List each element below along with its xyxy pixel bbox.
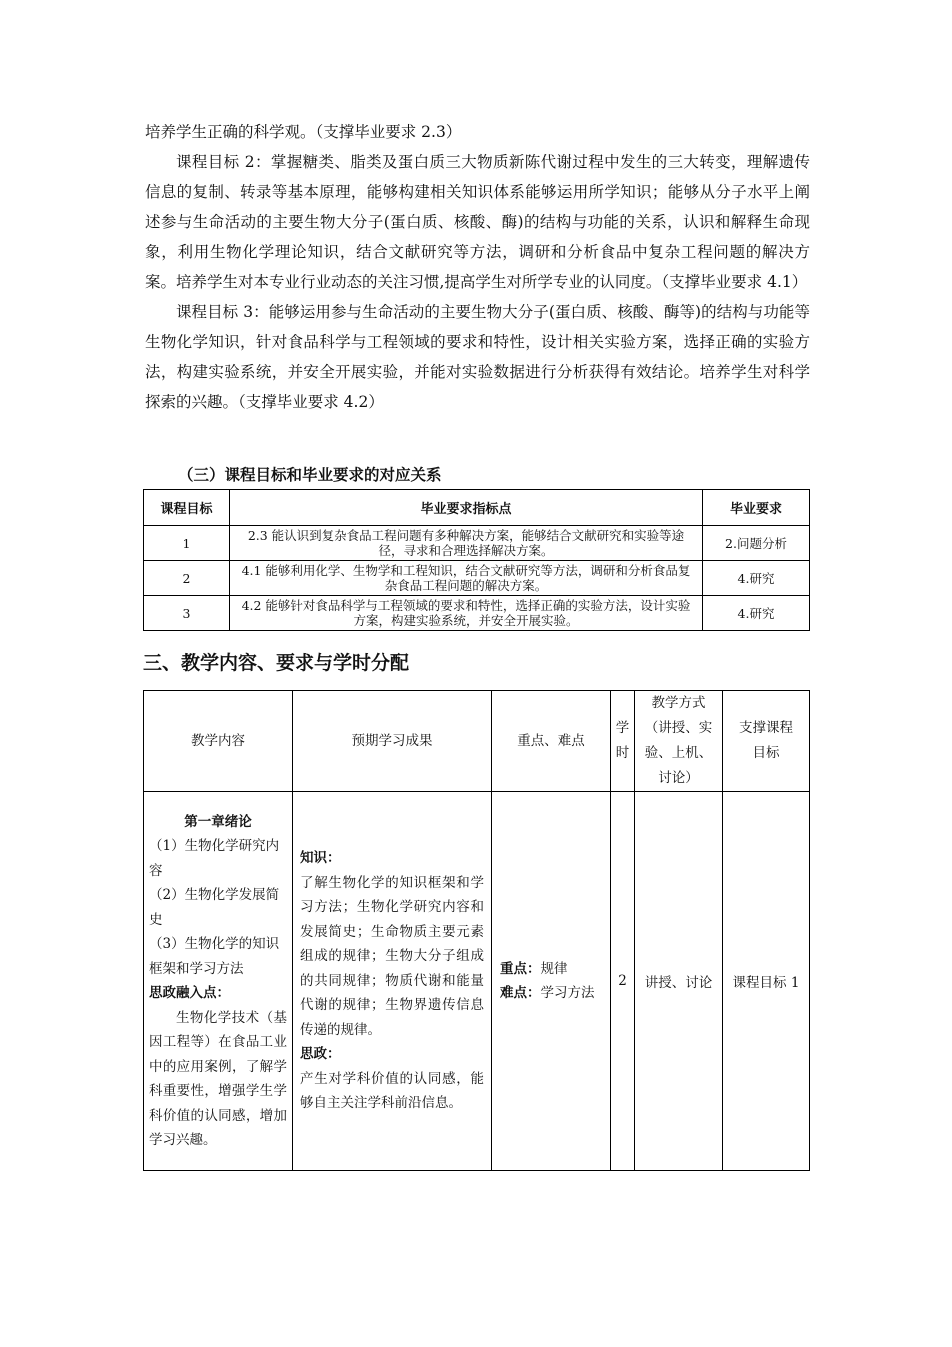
header-outcome: 预期学习成果 [293, 691, 492, 792]
header-goal: 课程目标 [144, 490, 230, 526]
table-row [144, 596, 810, 631]
method-cell: 讲授、讨论 [635, 792, 723, 1171]
requirement-cell: 2.问题分析 [703, 526, 810, 561]
difficult-point [500, 981, 602, 1005]
table-header-row [144, 691, 810, 792]
ideology-label: 思政融入点： [149, 985, 230, 1001]
requirement-cell: 4.研究 [703, 596, 810, 631]
indicator-cell: 2.3 能认识到复杂食品工程问题有多种解决方案，能够结合文献研究和实验等途径，寻求和合理选择解决方案。 [230, 526, 703, 561]
header-indicator: 毕业要求指标点 [230, 490, 703, 526]
header-requirement: 毕业要求 [703, 490, 810, 526]
outcome-cell [293, 792, 492, 1171]
requirement-cell: 4.研究 [703, 561, 810, 596]
subsection-heading: （三）课程目标和毕业要求的对应关系 [178, 466, 442, 484]
header-keypoints: 重点、难点 [492, 691, 611, 792]
ideo-text: 产生对学科价值的认同感，能够自主关注学科前沿信息。 [300, 1070, 484, 1112]
teaching-content-table [143, 690, 810, 1171]
table-row [144, 561, 810, 596]
ideo-label: 思政： [300, 1046, 341, 1063]
table-row [144, 792, 810, 1171]
goal-requirement-table [143, 489, 810, 631]
difficult-label: 难点： [500, 985, 541, 1001]
goal-cell: 2 [144, 561, 230, 596]
keypoints-cell [492, 792, 611, 1171]
header-method: 教学方式（讲授、实验、上机、讨论） [635, 691, 723, 792]
indicator-cell: 4.2 能够针对食品科学与工程领域的要求和特性，选择正确的实验方法，设计实验方案，构建实验系统，并安全开展实验。 [230, 596, 703, 631]
key-label: 重点： [500, 961, 541, 977]
knowledge-label: 知识： [300, 850, 341, 867]
hours-cell: 2 [611, 792, 635, 1171]
body-text [145, 117, 810, 417]
ideology-text: 生物化学技术（基因工程等）在食品工业中的应用案例，了解学科重要性，增强学生学科价值的认同感，增加学习兴趣。 [149, 1009, 287, 1148]
section-title: 三、教学内容、要求与学时分配 [143, 652, 410, 674]
paragraph-goal1-end: 培养学生正确的科学观。（支撑毕业要求 2.3） [145, 123, 462, 141]
chapter-title: 第一章绪论 [184, 813, 252, 830]
table-row [144, 526, 810, 561]
goal-cell: 1 [144, 526, 230, 561]
key-text: 规律 [540, 961, 568, 977]
knowledge-text: 了解生物化学的知识框架和学习方法；生物化学研究内容和发展简史；生命物质主要元素组成的规律；生物大分子组成的共同规律；物质代谢和能量代谢的规律；生物界遗传信息传递的规律。 [300, 874, 484, 1038]
indicator-cell: 4.1 能够利用化学、生物学和工程知识，结合文献研究等方法，调研和分析食品复杂食品工程问题的解决方案。 [230, 561, 703, 596]
header-goal: 支撑课程目标 [723, 691, 810, 792]
goal-cell: 3 [144, 596, 230, 631]
goal-cell: 课程目标 1 [723, 792, 810, 1171]
content-item: （2）生物化学发展简史 [149, 887, 280, 928]
content-item: （3）生物化学的知识框架和学习方法 [149, 936, 280, 977]
paragraph-goal3: 课程目标 3：能够运用参与生命活动的主要生物大分子(蛋白质、核酸、酶等)的结构与功能等生物化学知识，针对食品科学与工程领域的要求和特性，设计相关实验方案，选择正确的实验方法，构建实验系统，并安全开展实验，并能对实验数据进行分析获得有效结论。培养学生对科学探索的兴趣。（支撑毕业要求 4.2） [145, 303, 810, 411]
paragraph-goal2: 课程目标 2：掌握糖类、脂类及蛋白质三大物质新陈代谢过程中发生的三大转变，理解遗传信息的复制、转录等基本原理，能够构建相关知识体系能够运用所学知识；能够从分子水平上阐述参与生命活动的主要生物大分子(蛋白质、核酸、酶)的结构与功能的关系，认识和解释生命现象，利用生物化学理论知识，结合文献研究等方法，调研和分析食品中复杂工程问题的解决方案。培养学生对本专业行业动态的关注习惯,提高学生对所学专业的认同度。（支撑毕业要求 4.1） [145, 153, 810, 291]
table-header-row [144, 490, 810, 526]
key-point [500, 957, 602, 981]
header-hours: 学时 [611, 691, 635, 792]
content-cell [144, 792, 293, 1171]
difficult-text: 学习方法 [540, 985, 595, 1001]
content-item: （1）生物化学研究内容 [149, 838, 280, 879]
header-content: 教学内容 [144, 691, 293, 792]
